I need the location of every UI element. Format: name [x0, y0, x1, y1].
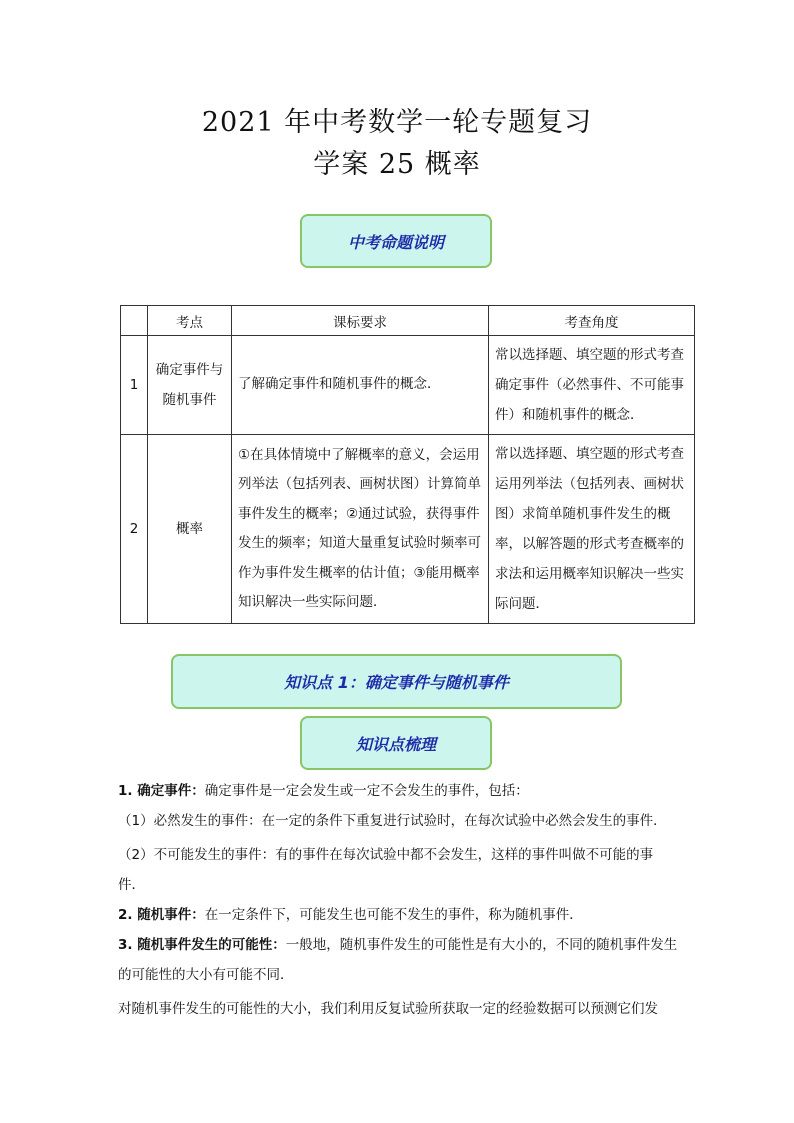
- paragraph-random-possibility: [118, 930, 680, 990]
- exam-angle: 常以选择题、填空题的形式考查运用列举法（包括列表、画树状图）求简单随机事件发生的概率，以解答题的形式考查概率的求法和运用概率知识解决一些实际问题．: [489, 435, 695, 624]
- table-header: 考查角度: [489, 306, 695, 336]
- row-number: 1: [121, 336, 148, 435]
- table-row: [121, 336, 695, 435]
- exam-point: 概率: [148, 435, 232, 624]
- exam-points-table: [120, 305, 695, 624]
- paragraph-prediction: 对随机事件发生的可能性的大小，我们利用反复试验所获取一定的经验数据可以预测它们发: [118, 1001, 658, 1017]
- table-header: 考点: [148, 306, 232, 336]
- paragraph-impossible-event: （2）不可能发生的事件：有的事件在每次试验中都不会发生，这样的事件叫做不可能的事件．: [118, 847, 654, 893]
- exam-angle: 常以选择题、填空题的形式考查确定事件（必然事件、不可能事件）和随机事件的概念．: [489, 336, 695, 435]
- paragraph-label: 2. 随机事件：: [118, 907, 205, 923]
- paragraph-text: 确定事件是一定会发生或一定不会发生的事件，包括：: [204, 783, 529, 799]
- table-header: 课标要求: [232, 306, 489, 336]
- exam-note-box: 中考命题说明: [300, 214, 492, 268]
- table-header: [121, 306, 148, 336]
- document-title: 2021 年中考数学一轮专题复习: [201, 107, 593, 138]
- curriculum-requirement: ①在具体情境中了解概率的意义，会运用列举法（包括列表、画树状图）计算简单事件发生的概率；②通过试验，获得事件发生的频率；知道大量重复试验时频率可作为事件发生概率的估计值；③能用概率知识解决一些实际问题．: [232, 435, 489, 624]
- knowledge-point-box: 知识点 1：确定事件与随机事件: [171, 654, 622, 709]
- paragraph-label: 1. 确定事件：: [118, 783, 205, 799]
- paragraph-certain-event: [118, 776, 680, 806]
- paragraph-inevitable-event: （1）必然发生的事件：在一定的条件下重复进行试验时，在每次试验中必然会发生的事件．: [118, 813, 667, 829]
- table-row: [121, 435, 695, 624]
- document-subtitle: 学案 25 概率: [313, 149, 481, 180]
- exam-point: 确定事件与随机事件: [148, 336, 232, 435]
- row-number: 2: [121, 435, 148, 624]
- knowledge-summary-box: 知识点梳理: [300, 716, 492, 770]
- curriculum-requirement: 了解确定事件和随机事件的概念．: [232, 336, 489, 435]
- paragraph-text: 一般地，随机事件发生的可能性是有大小的，不同的随机事件发生的可能性的大小有可能不同．: [118, 937, 678, 983]
- paragraph-text: 在一定条件下，可能发生也可能不发生的事件，称为随机事件．: [204, 907, 583, 923]
- paragraph-random-event: [118, 900, 680, 930]
- paragraph-label: 3. 随机事件发生的可能性：: [118, 937, 286, 953]
- table-header-row: [121, 306, 695, 336]
